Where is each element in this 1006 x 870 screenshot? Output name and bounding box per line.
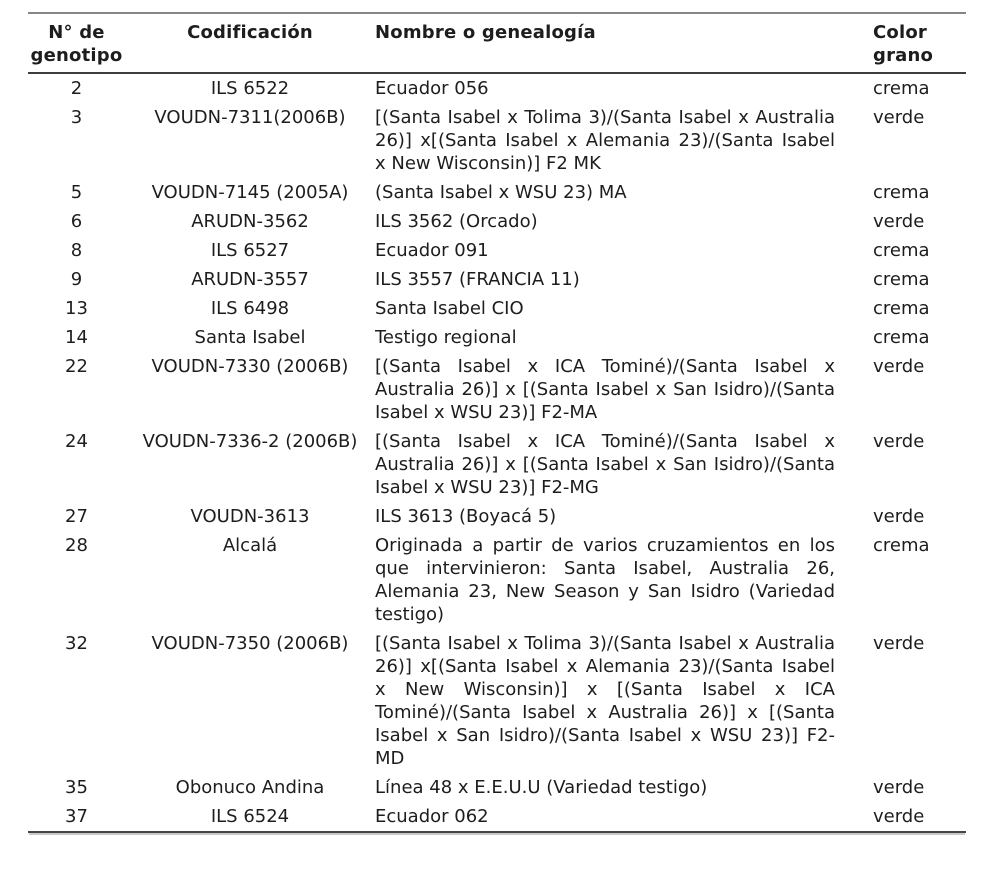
cell-codificacion: VOUDN-7145 (2005A) [151, 182, 349, 203]
cell-genotipo: 24 [65, 431, 88, 452]
cell-genotipo: 37 [65, 806, 88, 827]
cell-nombre: [(Santa Isabel x ICA Tominé)/(Santa Isabel x Australia 26)] x [(Santa Isabel x San Isidro)/(Santa Isabel x WSU 23)] F2-MG [375, 431, 835, 498]
table-row [28, 502, 966, 531]
table-row [28, 629, 966, 773]
cell-nombre: Ecuador 056 [375, 78, 489, 99]
table-row [28, 265, 966, 294]
cell-color-grano: crema [873, 269, 930, 290]
cell-color-grano: verde [873, 211, 925, 232]
table-row [28, 178, 966, 207]
cell-codificacion: VOUDN-7336-2 (2006B) [142, 431, 358, 452]
table-header-row [28, 13, 966, 73]
cell-color-grano: verde [873, 806, 925, 827]
table-body [28, 73, 966, 832]
cell-codificacion: Alcalá [222, 535, 278, 556]
cell-color-grano: crema [873, 298, 930, 319]
cell-genotipo: 3 [70, 107, 83, 128]
cell-codificacion: VOUDN-3613 [190, 506, 310, 527]
cell-color-grano: verde [873, 777, 925, 798]
table-row [28, 236, 966, 265]
cell-nombre: Originada a partir de varios cruzamientos en los que intervinieron: Santa Isabel, Australia 26, Alemania 23, New Season y San Isidro (Variedad testigo) [375, 535, 835, 625]
cell-color-grano: verde [873, 633, 925, 654]
table-row [28, 207, 966, 236]
cell-genotipo: 22 [65, 356, 88, 377]
cell-genotipo: 27 [65, 506, 88, 527]
cell-genotipo: 8 [70, 240, 83, 261]
table-row [28, 294, 966, 323]
cell-genotipo: 13 [65, 298, 88, 319]
cell-color-grano: crema [873, 535, 930, 556]
cell-codificacion: ARUDN-3557 [191, 269, 309, 290]
cell-nombre: Ecuador 062 [375, 806, 489, 827]
table-row [28, 531, 966, 629]
cell-codificacion: Obonuco Andina [175, 777, 325, 798]
cell-genotipo: 28 [65, 535, 88, 556]
cell-genotipo: 32 [65, 633, 88, 654]
genotype-table [28, 12, 966, 833]
table-row [28, 773, 966, 802]
cell-nombre: [(Santa Isabel x ICA Tominé)/(Santa Isabel x Australia 26)] x [(Santa Isabel x San Isidro)/(Santa Isabel x WSU 23)] F2-MA [375, 356, 835, 423]
cell-color-grano: verde [873, 431, 925, 452]
cell-nombre: ILS 3562 (Orcado) [375, 211, 538, 232]
cell-genotipo: 14 [65, 327, 88, 348]
cell-codificacion: VOUDN-7311(2006B) [154, 107, 346, 128]
cell-nombre: Línea 48 x E.E.U.U (Variedad testigo) [375, 777, 708, 798]
cell-codificacion: ARUDN-3562 [191, 211, 309, 232]
cell-genotipo: 5 [70, 182, 83, 203]
table-row [28, 802, 966, 832]
cell-nombre: Santa Isabel CIO [375, 298, 524, 319]
column-header-nombre-genealogia: Nombre o genealogía [375, 13, 865, 73]
table-row [28, 73, 966, 103]
cell-codificacion: ILS 6524 [210, 806, 290, 827]
cell-nombre: [(Santa Isabel x Tolima 3)/(Santa Isabel x Australia 26)] x[(Santa Isabel x Alemania 23)/(Santa Isabel x New Wisconsin)] x [(Santa Isabel x ICA Tominé)/(Santa Isabel x Australia 26)] x [(Santa Isabel x San Isidro)/(Santa Isabel x WSU 23)] F2-MD [375, 633, 835, 769]
cell-codificacion: VOUDN-7330 (2006B) [151, 356, 349, 377]
cell-codificacion: ILS 6522 [210, 78, 290, 99]
cell-color-grano: verde [873, 356, 925, 377]
cell-codificacion: ILS 6527 [210, 240, 290, 261]
cell-genotipo: 35 [65, 777, 88, 798]
cell-genotipo: 2 [70, 78, 83, 99]
cell-color-grano: crema [873, 327, 930, 348]
table-header [28, 13, 966, 73]
cell-nombre: Testigo regional [375, 327, 517, 348]
column-header-color-grano: Color grano [865, 13, 966, 73]
cell-color-grano: crema [873, 182, 930, 203]
cell-genotipo: 6 [70, 211, 83, 232]
cell-nombre: (Santa Isabel x WSU 23) MA [375, 182, 627, 203]
cell-codificacion: VOUDN-7350 (2006B) [151, 633, 349, 654]
cell-nombre: [(Santa Isabel x Tolima 3)/(Santa Isabel x Australia 26)] x[(Santa Isabel x Alemania 23)/(Santa Isabel x New Wisconsin)] F2 MK [375, 107, 835, 174]
cell-genotipo: 9 [70, 269, 83, 290]
cell-color-grano: verde [873, 506, 925, 527]
cell-color-grano: crema [873, 78, 930, 99]
cell-color-grano: verde [873, 107, 925, 128]
cell-nombre: Ecuador 091 [375, 240, 489, 261]
cell-codificacion: ILS 6498 [210, 298, 290, 319]
cell-nombre: ILS 3613 (Boyacá 5) [375, 506, 557, 527]
cell-codificacion: Santa Isabel [194, 327, 306, 348]
cell-nombre: ILS 3557 (FRANCIA 11) [375, 269, 580, 290]
table-row [28, 103, 966, 178]
column-header-codificacion: Codificación [125, 13, 375, 73]
column-header-genotipo: N° de genotipo [28, 13, 125, 73]
table-row [28, 427, 966, 502]
table-row [28, 323, 966, 352]
cell-color-grano: crema [873, 240, 930, 261]
table-row [28, 352, 966, 427]
